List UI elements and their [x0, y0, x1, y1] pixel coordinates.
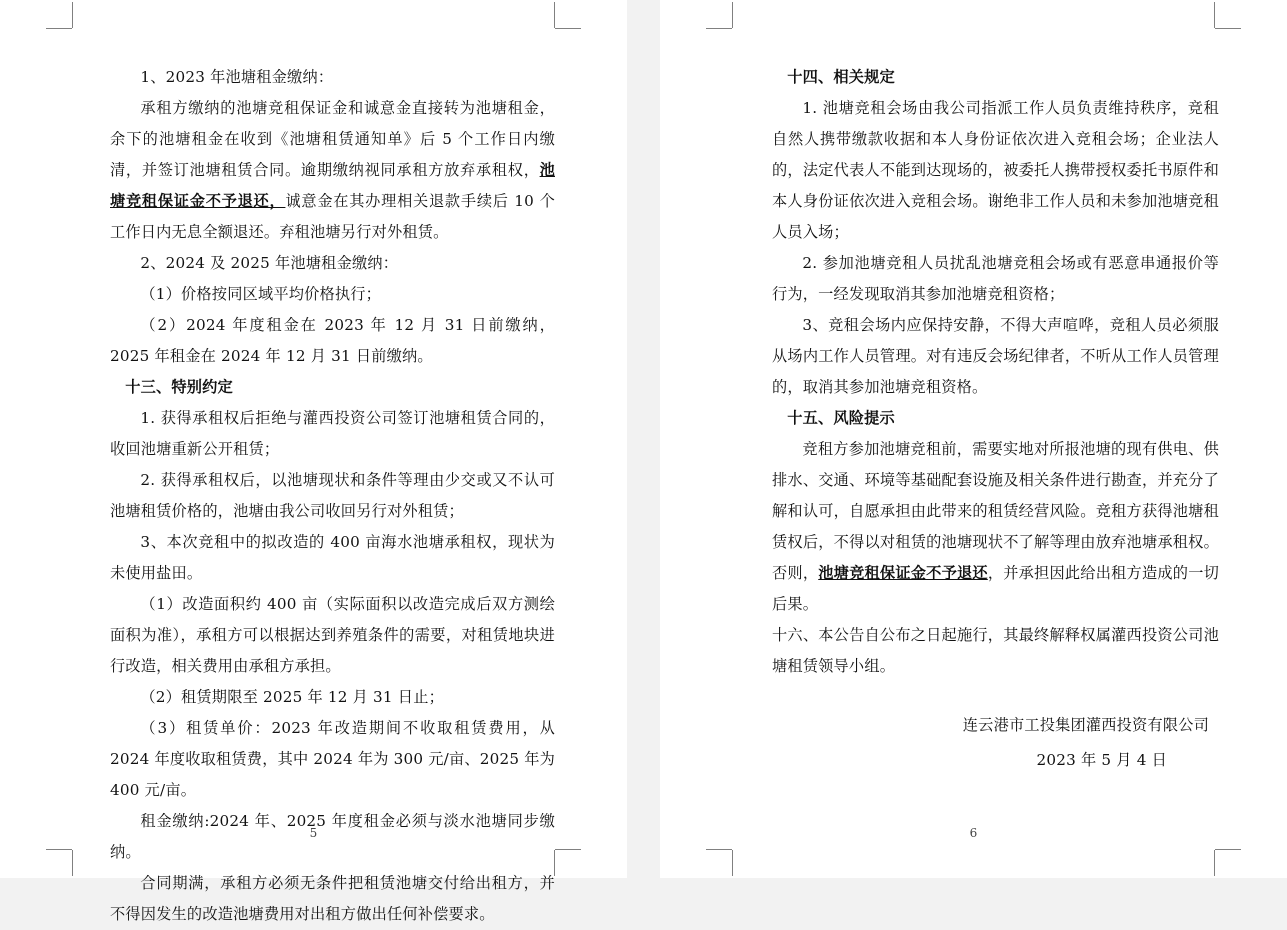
- paragraph: （2）租赁期限至 2025 年 12 月 31 日止；: [140, 688, 444, 706]
- paragraph: 2. 参加池塘竞租人员扰乱池塘竞租会场或有恶意串通报价等行为，一经发现取消其参加池塘竞租资格；: [772, 254, 1219, 303]
- paragraph: 1. 池塘竞租会场由我公司指派工作人员负责维持秩序，竞租自然人携带缴款收据和本人身份证依次进入竞租会场；企业法人的，法定代表人不能到达现场的，被委托人携带授权委托书原件和本人身份证依次进入竞租会场。谢绝非工作人员和未参加池塘竞租人员入场；: [772, 99, 1219, 241]
- paragraph-text-after: 诚意金在其办理相关退款手续后 10 个工作日内无息全额退还。弃租池塘另行对外租赁。: [110, 192, 556, 241]
- page-body-6: [772, 62, 1219, 776]
- section-heading-16: 十六、本公告自公布之日起施行，其最终解释权属灌西投资公司池塘租赁领导小组。: [772, 626, 1219, 675]
- emphasis-underline: 池塘竞租保证金不予退还: [818, 564, 988, 582]
- page-gutter: [627, 0, 660, 878]
- paragraph: 3、竞租会场内应保持安静，不得大声喧哗，竞租人员必须服从场内工作人员管理。对有违反会场纪律者，不听从工作人员管理的，取消其参加池塘竞租资格。: [772, 316, 1219, 396]
- section-heading-14: 十四、相关规定: [787, 68, 895, 86]
- page-5: [0, 0, 627, 923]
- paragraph: （2）2024 年度租金在 2023 年 12 月 31 日前缴纳，2025 年租金在 2024 年 12 月 31 日前缴纳。: [110, 316, 555, 365]
- paragraph-with-emphasis: [772, 434, 1219, 620]
- page-body-5: [110, 62, 555, 930]
- page-number: 5: [309, 826, 318, 840]
- section-heading-15: 十五、风险提示: [787, 409, 895, 427]
- paragraph: （3）租赁单价：2023 年改造期间不收取租赁费用，从 2024 年度收取租赁费，其中 2024 年为 300 元/亩、2025 年为 400 元/亩。: [110, 719, 556, 799]
- page-6: [660, 0, 1287, 878]
- section-heading-13: 十三、特别约定: [125, 378, 233, 396]
- signature-company: 连云港市工投集团灌西投资有限公司: [962, 716, 1209, 734]
- emphasis-underline: 池塘竞租保证金不予退还，: [110, 161, 555, 210]
- paragraph-with-emphasis: [110, 93, 555, 248]
- paragraph: （1）改造面积约 400 亩（实际面积以改造完成后双方测绘面积为准），承租方可以根据达到养殖条件的需要，对租赁地块进行改造，相关费用由承租方承担。: [110, 595, 555, 675]
- paragraph: 1. 获得承租权后拒绝与灌西投资公司签订池塘租赁合同的，收回池塘重新公开租赁；: [110, 409, 555, 458]
- paragraph-text-after: ，并承担因此给出租方造成的一切后果。: [772, 564, 1220, 613]
- paragraph: 2、2024 及 2025 年池塘租金缴纳：: [140, 254, 399, 272]
- paragraph: 2. 获得承租权后，以池塘现状和条件等理由少交或又不认可池塘租赁价格的，池塘由我公司收回另行对外租赁；: [110, 471, 555, 520]
- signature-date: 2023 年 5 月 4 日: [1036, 751, 1167, 769]
- page-number: 6: [969, 826, 978, 840]
- paragraph: 合同期满，承租方必须无条件把租赁池塘交付给出租方，并不得因发生的改造池塘费用对出租方做出任何补偿要求。: [110, 874, 555, 923]
- paragraph-text: 承租方缴纳的池塘竞租保证金和诚意金直接转为池塘租金，余下的池塘租金在收到《池塘租赁通知单》后 5 个工作日内缴清，并签订池塘租赁合同。逾期缴纳视同承租方放弃承租权，: [110, 99, 555, 179]
- paragraph-text: 竞租方参加池塘竞租前，需要实地对所报池塘的现有供电、供排水、交通、环境等基础配套设施及相关条件进行勘查，并充分了解和认可，自愿承担由此带来的租赁经营风险。竞租方获得池塘租赁权后，不得以对租赁的池塘现状不了解等理由放弃池塘承租权。否则，: [772, 440, 1219, 582]
- paragraph: 1、2023 年池塘租金缴纳：: [140, 68, 334, 86]
- paragraph: 租金缴纳:2024 年、2025 年度租金必须与淡水池塘同步缴纳。: [110, 812, 555, 861]
- paragraph: 3、本次竞租中的拟改造的 400 亩海水池塘承租权，现状为未使用盐田。: [110, 533, 555, 582]
- paragraph: （1）价格按同区域平均价格执行；: [140, 285, 382, 303]
